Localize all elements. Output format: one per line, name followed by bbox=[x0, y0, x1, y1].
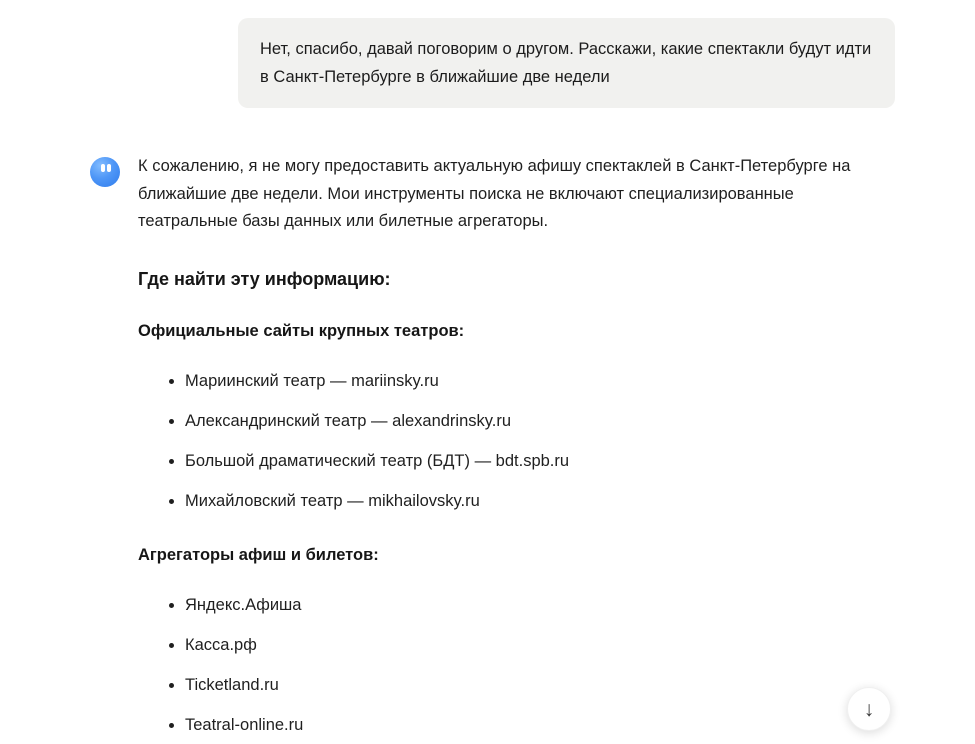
list-item: • Большой драматический театр (БДТ) — bdt.spb.ru bbox=[185, 448, 860, 476]
assistant-message-content bbox=[138, 155, 860, 744]
list-item: • Teatral-online.ru bbox=[185, 712, 860, 740]
chat-column bbox=[90, 0, 895, 744]
user-message-bubble: Нет, спасибо, давай поговорим о другом. Расскажи, какие спектакли будут идти в Санкт-Петербурге в ближайшие две недели bbox=[238, 18, 895, 108]
user-message-row bbox=[90, 18, 895, 108]
list-item: • Александринский театр — alexandrinsky.ru bbox=[185, 408, 860, 436]
avatar-eye-icon bbox=[107, 164, 111, 172]
assistant-avatar-icon bbox=[90, 157, 120, 187]
list-item: • Касса.рф bbox=[185, 632, 860, 660]
avatar-eye-icon bbox=[101, 164, 105, 172]
list-item: • Михайловский театр — mikhailovsky.ru bbox=[185, 488, 860, 516]
assistant-message-row bbox=[90, 155, 895, 744]
theatre-sites-list bbox=[138, 368, 860, 516]
scroll-to-bottom-button[interactable] bbox=[847, 687, 891, 731]
list-item: • Мариинский театр — mariinsky.ru bbox=[185, 368, 860, 396]
list-item: • Ticketland.ru bbox=[185, 672, 860, 700]
subheading-aggregators: Агрегаторы афиш и билетов: bbox=[138, 546, 379, 564]
section-heading: Где найти эту информацию: bbox=[138, 268, 391, 289]
list-item: • Яндекс.Афиша bbox=[185, 592, 860, 620]
assistant-intro-paragraph: К сожалению, я не могу предоставить актуальную афишу спектаклей в Санкт-Петербурге на ближайшие две недели. Мои инструменты поиска не включают специализированные театральные базы данных или билетные агрегаторы. bbox=[138, 157, 851, 230]
aggregators-list bbox=[138, 592, 860, 740]
arrow-down-icon: ↓ bbox=[863, 697, 875, 721]
subheading-theatre-sites: Официальные сайты крупных театров: bbox=[138, 321, 465, 340]
